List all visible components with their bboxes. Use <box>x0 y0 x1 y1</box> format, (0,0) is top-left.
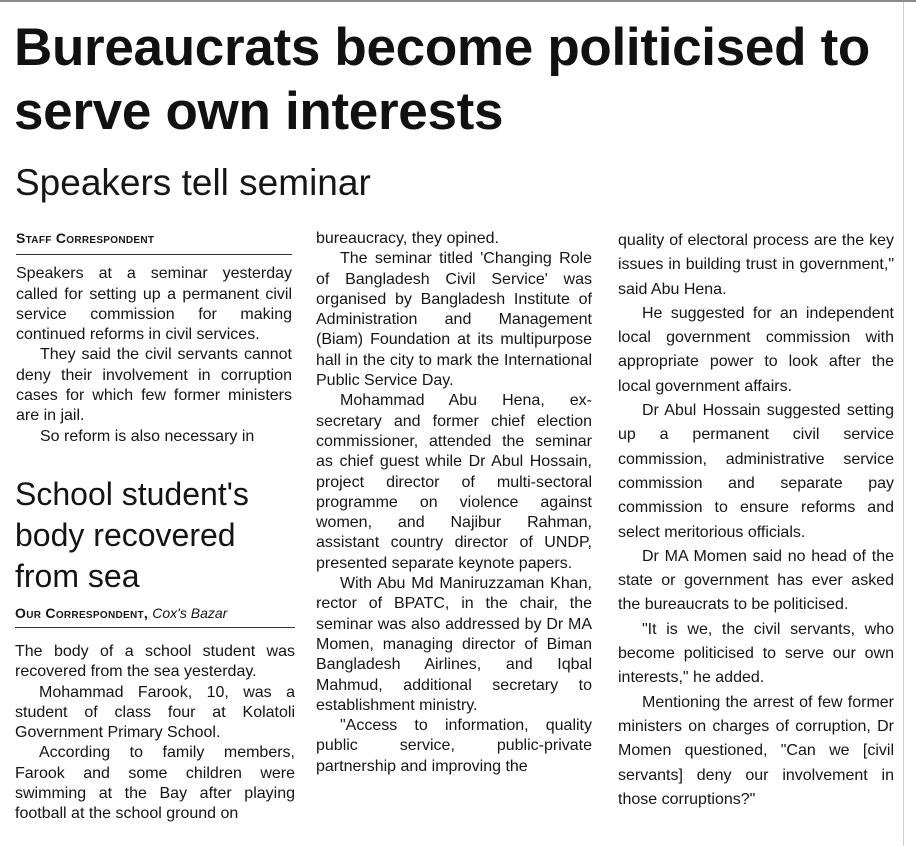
second-story-headline: School student's body recovered from sea <box>15 476 249 594</box>
paragraph: The body of a school student was recovered from the sea yesterday. <box>15 643 295 681</box>
paragraph: "It is we, the civil servants, who become politicised to serve our own interests," he added. <box>618 620 894 687</box>
paragraph: He suggested for an independent local government commission with appropriate power to look after the local government affairs. <box>618 304 894 395</box>
paragraph: Mohammad Farook, 10, was a student of class four at Kolatoli Government Primary School. <box>15 683 295 742</box>
second-story-location: Cox's Bazar <box>152 605 228 621</box>
second-story-body <box>15 642 295 825</box>
second-story <box>15 474 295 825</box>
paragraph: According to family members, Farook and some children were swimming at the Bay after playing football at the school ground on <box>15 744 295 823</box>
paragraph: Speakers at a seminar yesterday called for setting up a permanent civil service commission for making continued reforms in civil services. <box>16 265 292 344</box>
main-story-byline: Staff Correspondent <box>16 228 292 255</box>
paragraph: So reform is also necessary in <box>40 427 255 445</box>
main-subheadline: Speakers tell seminar <box>15 162 371 203</box>
top-rule <box>0 0 916 2</box>
paragraph: bureaucracy, they opined. <box>316 230 499 247</box>
paragraph: Mohammad Abu Hena, ex-secretary and former chief election commissioner, attended the seminar as chief guest while Dr Abul Hossain, project director of multi-sectoral programme on violence against women, and Najibur Rahman, assistant country director of UNDP, presented separate keynote papers. <box>316 392 592 572</box>
second-story-byline: Our Correspondent, Cox's Bazar <box>15 605 295 628</box>
paragraph: They said the civil servants cannot deny their involvement in corruption cases for which few former ministers are in jail. <box>16 346 292 425</box>
main-story-column-3 <box>618 229 894 812</box>
main-story-column-1 <box>16 228 292 447</box>
paragraph: quality of electoral process are the key issues in building trust in government," said Abu Hena. <box>618 232 894 298</box>
main-headline: Bureaucrats become politicised to serve own interests <box>14 18 871 141</box>
paragraph: Dr MA Momen said no head of the state or government has ever asked the bureaucrats to be politicised. <box>618 547 894 614</box>
paragraph: Mentioning the arrest of few former ministers on charges of corruption, Dr Momen questioned, "Can we [civil servants] deny our involvement in those corruptions?" <box>618 693 894 808</box>
paragraph: "Access to information, quality public service, public-private partnership and improving the <box>316 717 592 775</box>
paragraph: Dr Abul Hossain suggested setting up a permanent civil service commission, administrative service commission and separate pay commission to ensure reforms and select meritorious officials. <box>618 402 894 541</box>
column-edge-rule <box>903 2 904 846</box>
paragraph: The seminar titled 'Changing Role of Bangladesh Civil Service' was organised by Bangladesh Institute of Administration and Management (Biam) Foundation at its multipurpose hall in the city to mark the International Public Service Day. <box>316 250 592 390</box>
paragraph: With Abu Md Maniruzzaman Khan, rector of BPATC, in the chair, the seminar was also addressed by Dr MA Momen, managing director of Biman Bangladesh Airlines, and Iqbal Mahmud, additional secretary to establishment ministry. <box>316 575 592 714</box>
main-story-column-2 <box>316 229 592 777</box>
